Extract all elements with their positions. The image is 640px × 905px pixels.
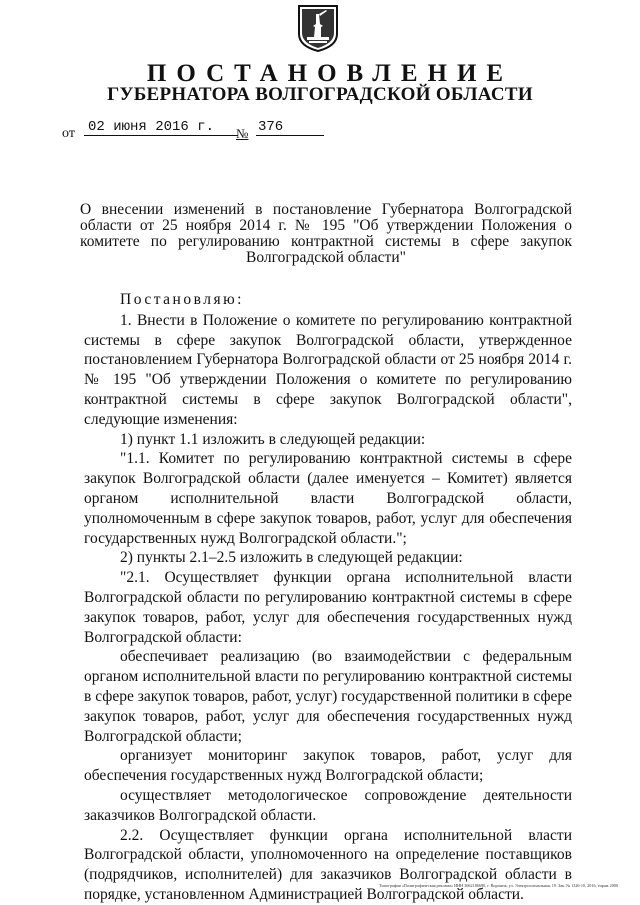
body-paragraph: осуществляет методологическое сопровождение деятельности заказчиков Волгоградской области. <box>84 786 572 824</box>
body-paragraph: "1.1. Комитет по регулированию контрактной системы в сфере закупок Волгоградской области (далее именуется – Комитет) является органом исполнительной власти Волгоградской области, уполномоченным в сфере закупок товаров, работ, услуг для обеспечения государственных нужд Волгоградской области."; <box>84 450 572 547</box>
document-date: 02 июня 2016 г. <box>84 119 238 136</box>
document-number: 376 <box>256 119 324 136</box>
resolution-lead: Постановляю: <box>120 291 244 308</box>
number-sign-label: № <box>236 126 249 141</box>
printer-imprint: Типография «Полиграфическая реклама» ИНН 3662186690, г. Воронеж, ул. Электросигнальная, 19. Зак. № 1326-10, 2016, тираж 2000 <box>379 883 618 888</box>
document-subject: О внесении изменений в постановление Губернатора Волгоградской области от 25 ноября 2014 г. № 195 "Об утверждении Положения о комитете по регулированию контрактной системы в сфере закупок Волгоградской области" <box>80 201 572 266</box>
body-paragraph: 2) пункты 2.1–2.5 изложить в следующей редакции: <box>120 549 463 567</box>
body-paragraph: 2.2. Осуществляет функции органа исполнительной власти Волгоградской области, уполномоченного на определение поставщиков (подрядчиков, исполнителей) для заказчиков Волгоградской области в порядке, установленном Администрацией Волгоградской области. <box>84 826 572 903</box>
body-paragraph: "2.1. Осуществляет функции органа исполнительной власти Волгоградской области по регулированию контрактной системы в сфере закупок товаров, работ, услуг для обеспечения государственных нужд Волгоградской области: <box>84 569 572 646</box>
volgograd-coat-of-arms-icon <box>297 4 339 52</box>
date-prefix-label: от <box>62 126 75 141</box>
issuing-authority-title: ГУБЕРНАТОРА ВОЛГОГРАДСКОЙ ОБЛАСТИ <box>107 84 533 105</box>
body-paragraph: организует мониторинг закупок товаров, работ, услуг для обеспечения государственных нужд Волгоградской области; <box>84 747 572 785</box>
body-paragraph: 1) пункт 1.1 изложить в следующей редакции: <box>120 430 426 448</box>
document-body <box>84 290 572 905</box>
body-paragraph: обеспечивает реализацию (во взаимодействии с федеральным органом исполнительной власти по регулированию контрактной системы в сфере закупок товаров, работ, услуг) государственной политики в сфере закупок товаров, работ, услуг для обеспечения государственных нужд Волгоградской области; <box>84 648 572 745</box>
document-type-title: ПОСТАНОВЛЕНИЕ <box>146 60 514 87</box>
body-paragraph: 1. Внести в Положение о комитете по регулированию контрактной системы в сфере закупок Волгоградской области, утвержденное постановлением Губернатора Волгоградской области от 25 ноября 2014 г. № 195 "Об утверждении Положения о комитете по регулированию контрактной системы в сфере закупок Волгоградской области", следующие изменения: <box>84 311 572 428</box>
